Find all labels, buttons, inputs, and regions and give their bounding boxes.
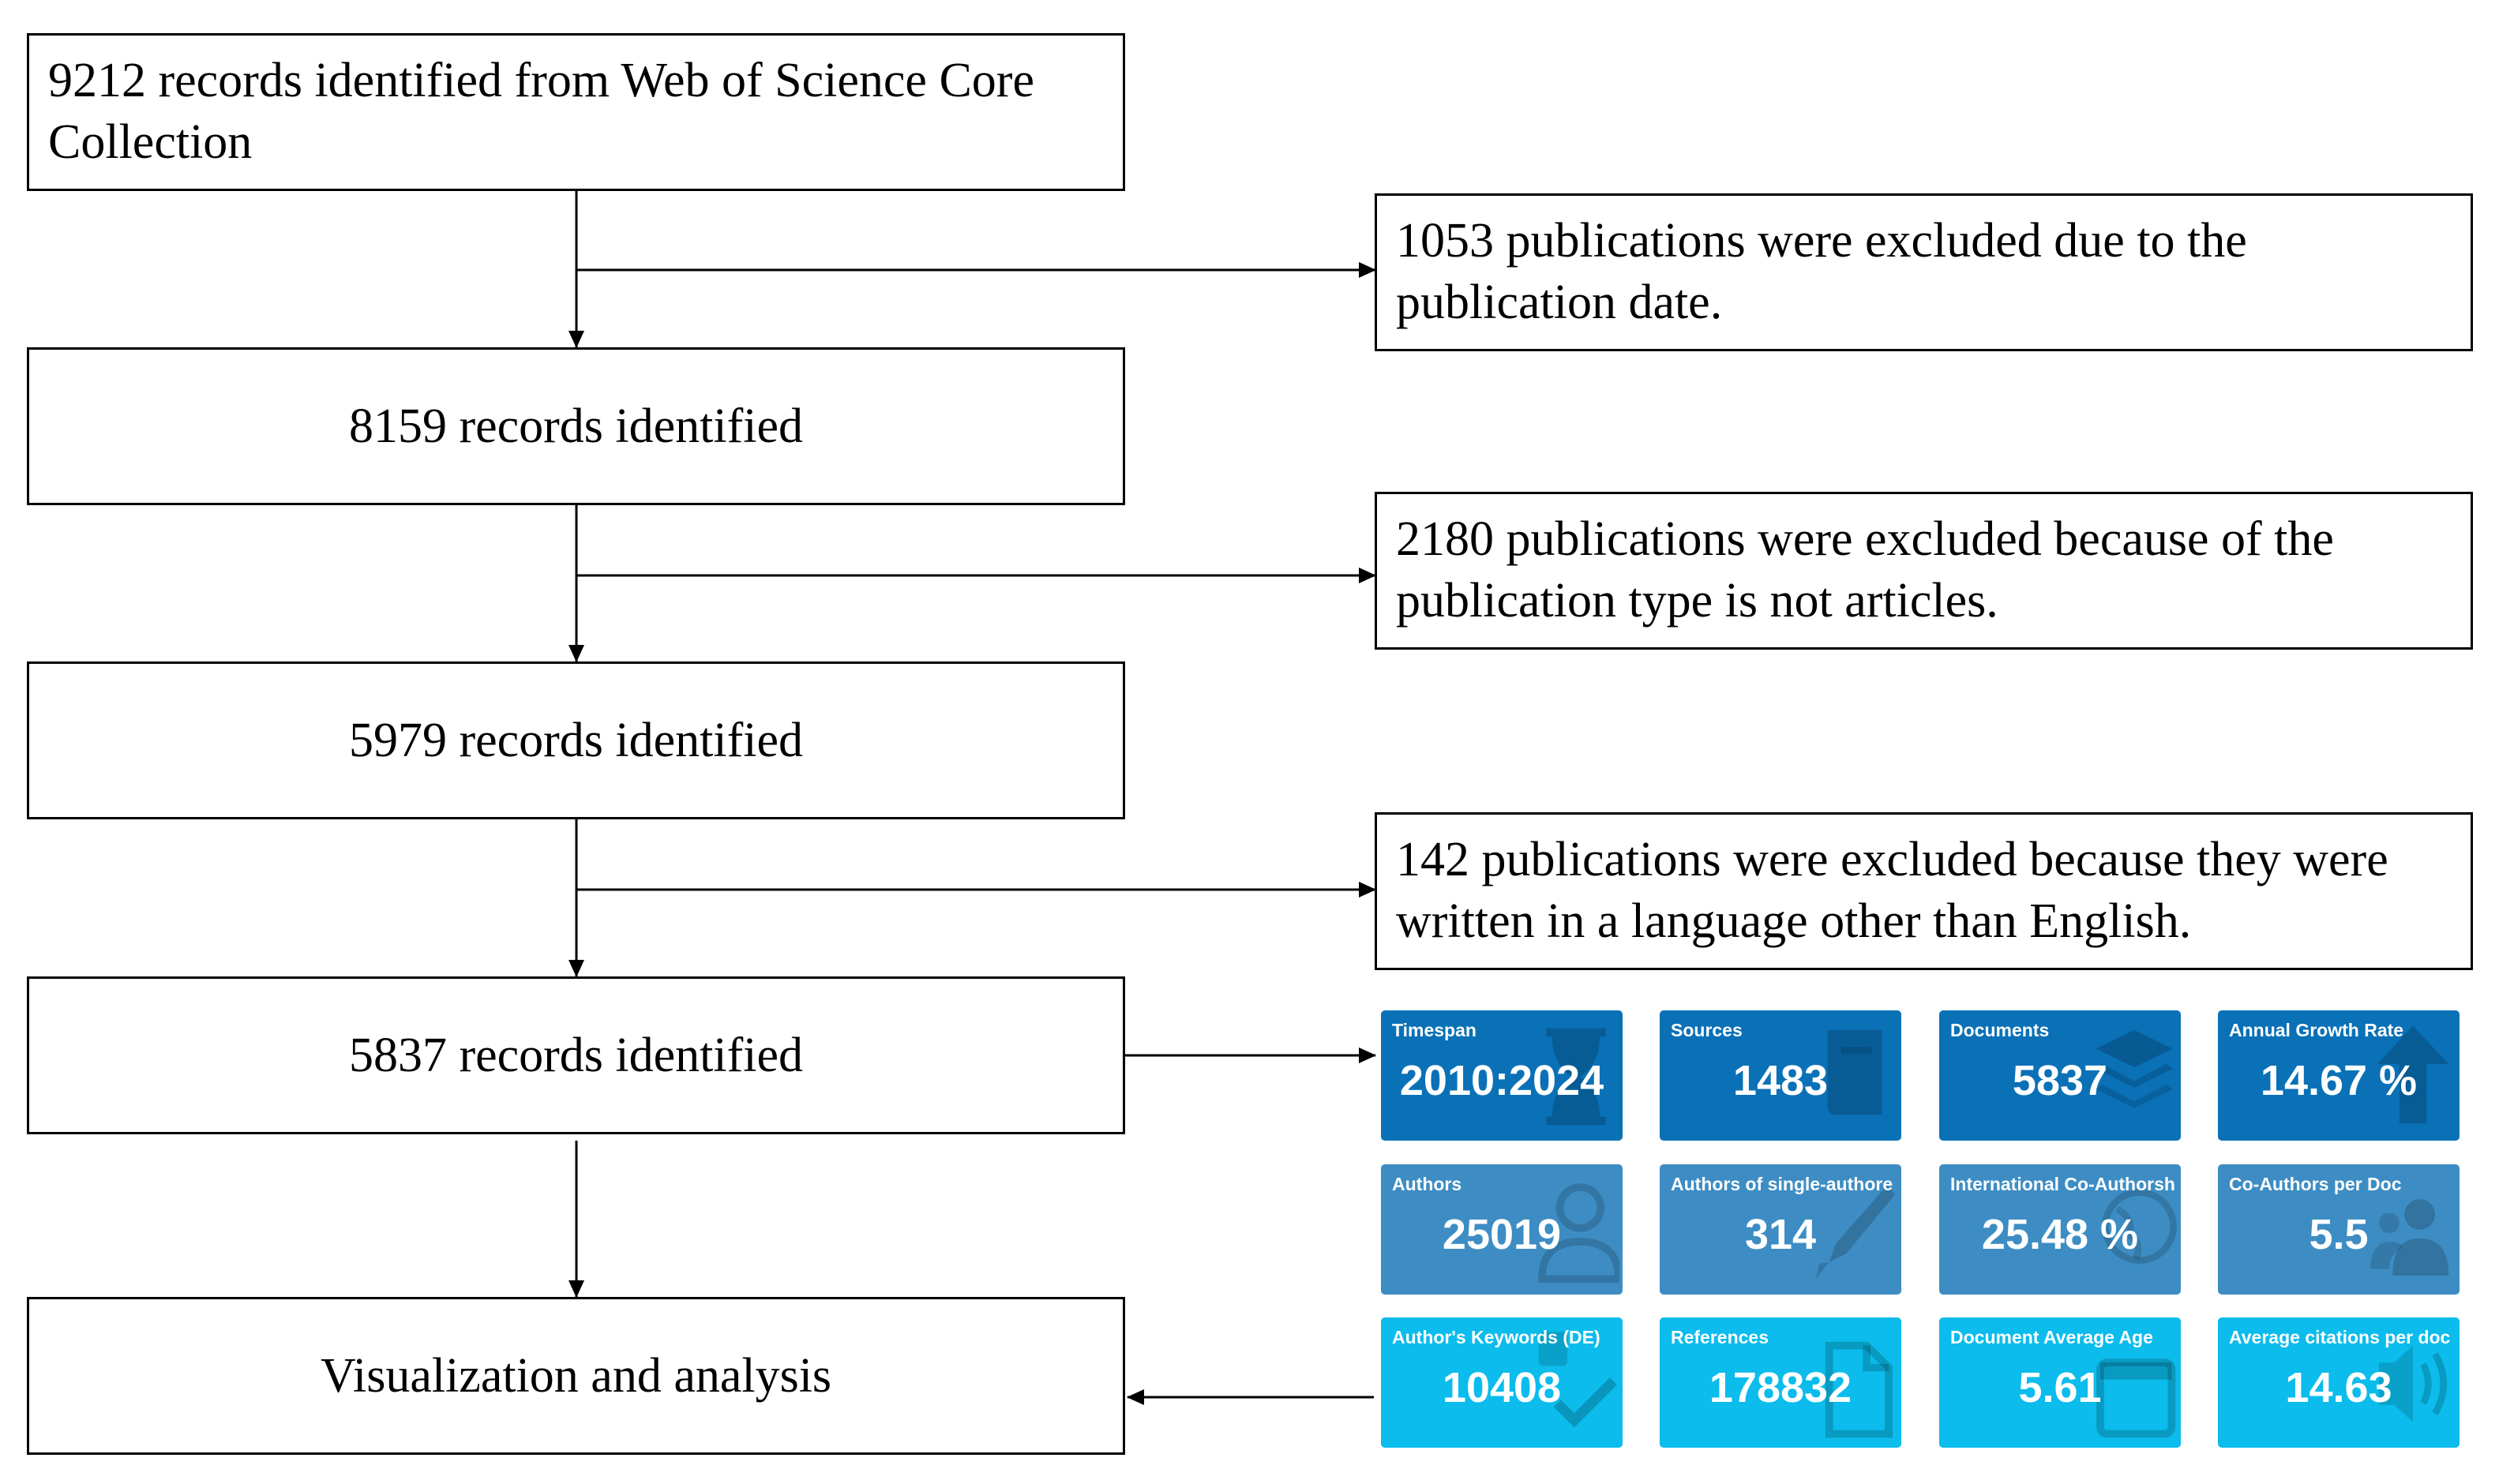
stat-label: Authors of single-authore (1671, 1174, 1893, 1194)
stat-value: 314 (1744, 1211, 1817, 1258)
stat-value: 5.5 (2309, 1211, 2369, 1258)
stat-label: Average citations per doc (2229, 1327, 2451, 1347)
stat-label: References (1671, 1327, 1769, 1347)
exclusion-2-text: 2180 publications were excluded because of the publication type is not articles. (1396, 512, 2334, 628)
flow-step-3 (27, 661, 1125, 819)
exclusion-box-1 (1375, 193, 2473, 351)
flow-step-2 (27, 347, 1125, 505)
stat-value: 5.61 (2018, 1364, 2102, 1411)
stat-value: 1483 (1732, 1057, 1829, 1104)
stat-card-references (1660, 1317, 1901, 1448)
stat-label: Sources (1671, 1020, 1743, 1040)
stat-card-international-coauthorship (1939, 1164, 2181, 1295)
stat-card-coauthors-per-doc (2218, 1164, 2460, 1295)
stat-card-authors-keywords (1381, 1317, 1623, 1448)
stat-card-sources (1660, 1010, 1901, 1141)
stat-label: Author's Keywords (DE) (1392, 1327, 1600, 1347)
stat-value: 25.48 % (1981, 1211, 2139, 1258)
stat-label: Timespan (1392, 1020, 1477, 1040)
stat-card-annual-growth-rate (2218, 1010, 2460, 1141)
stat-label: International Co-Authorsh (1950, 1174, 2175, 1194)
stat-label: Co-Authors per Doc (2229, 1174, 2402, 1194)
flow-step-3-text: 5979 records identified (348, 714, 804, 767)
stat-card-document-average-age (1939, 1317, 2181, 1448)
stat-label: Document Average Age (1950, 1327, 2153, 1347)
stat-value: 2010:2024 (1399, 1057, 1604, 1104)
stat-card-timespan (1381, 1010, 1623, 1141)
stat-card-single-authored (1660, 1164, 1901, 1295)
exclusion-1-text: 1053 publications were excluded due to the publication date. (1396, 214, 2247, 329)
stat-card-average-citations (2218, 1317, 2460, 1448)
flow-step-1-text: 9212 records identified from Web of Science Core Collection (48, 54, 1034, 169)
stat-label: Documents (1950, 1020, 2050, 1040)
stat-value: 25019 (1442, 1211, 1562, 1258)
stat-value: 178832 (1709, 1364, 1852, 1411)
stat-value: 5837 (2012, 1057, 2108, 1104)
exclusion-3-text: 142 publications were excluded because they were written in a language other than English. (1396, 833, 2388, 948)
flow-step-4 (27, 976, 1125, 1134)
flow-step-1 (27, 33, 1125, 191)
stat-value: 14.67 % (2260, 1057, 2418, 1104)
flow-step-5 (27, 1297, 1125, 1455)
flow-step-2-text: 8159 records identified (348, 399, 804, 453)
stat-card-documents (1939, 1010, 2181, 1141)
stat-value: 14.63 (2285, 1364, 2392, 1411)
stat-value: 10408 (1442, 1364, 1562, 1411)
flow-step-4-text: 5837 records identified (348, 1029, 804, 1082)
stat-label: Annual Growth Rate (2229, 1020, 2404, 1040)
stat-label: Authors (1392, 1174, 1462, 1194)
flow-step-5-text: Visualization and analysis (320, 1349, 832, 1403)
exclusion-box-2 (1375, 492, 2473, 650)
stat-card-authors (1381, 1164, 1623, 1295)
exclusion-box-3 (1375, 812, 2473, 970)
